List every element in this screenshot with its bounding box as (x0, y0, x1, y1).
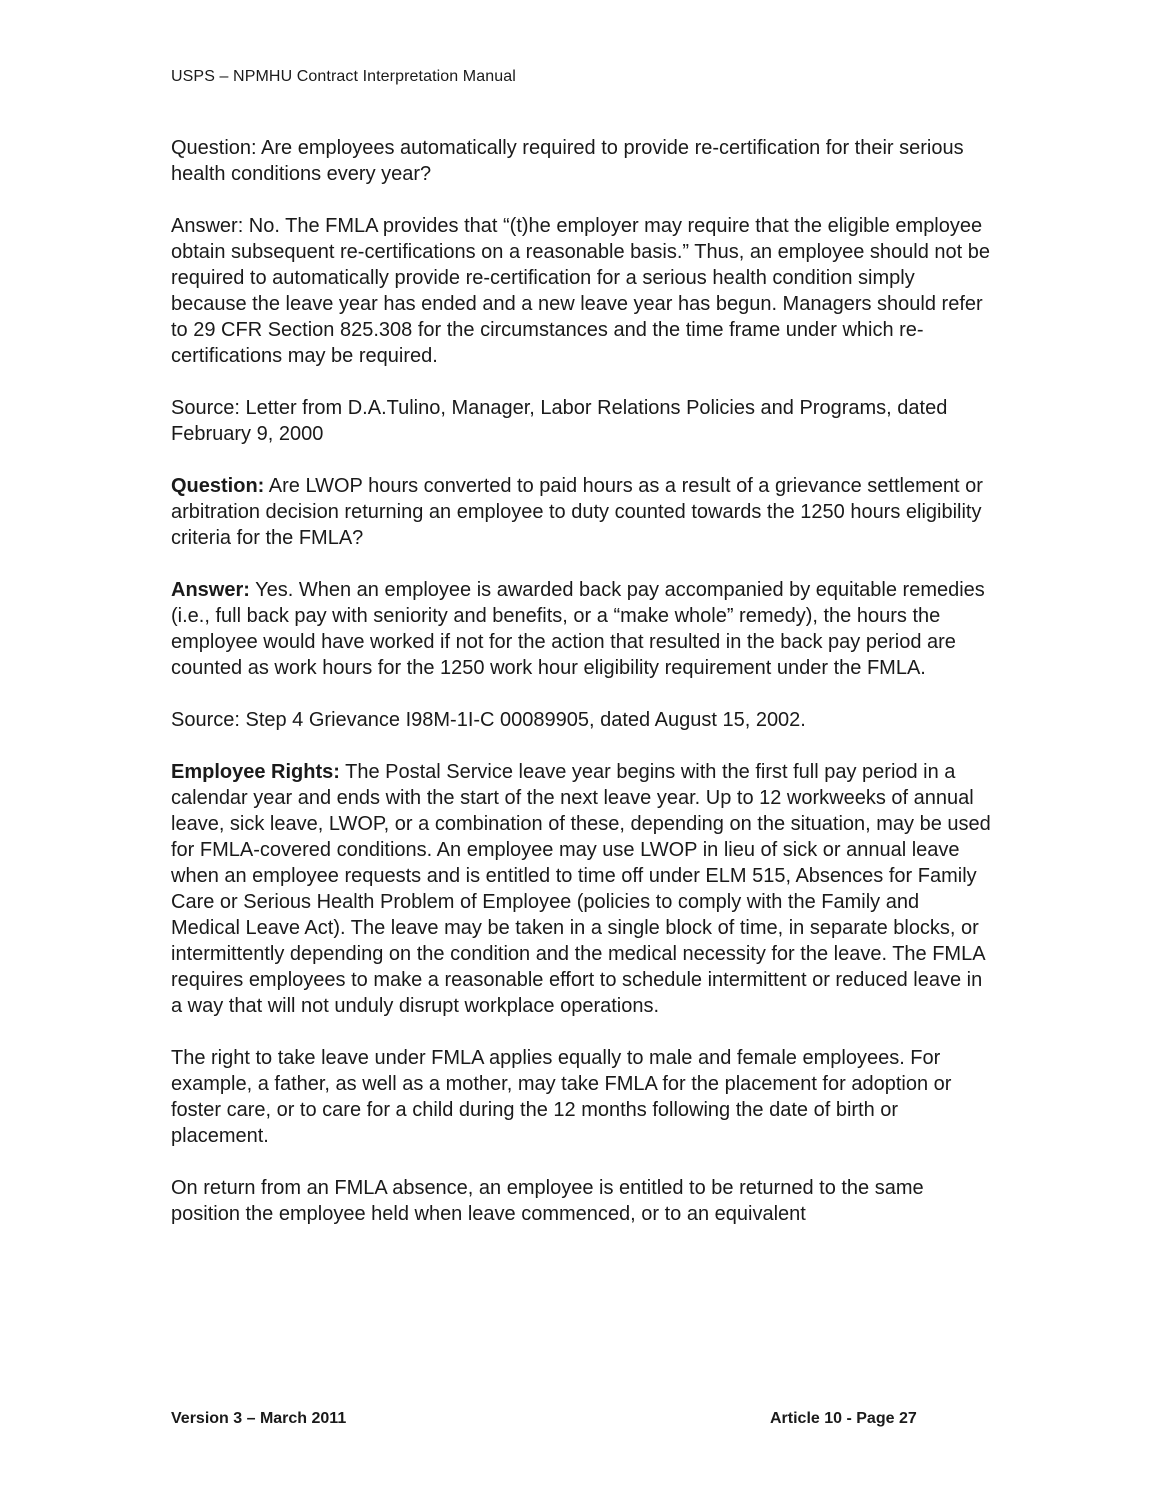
question-label: Question: (171, 475, 265, 497)
employee-rights (171, 759, 991, 1019)
document-header: USPS – NPMHU Contract Interpretation Manual (171, 68, 516, 85)
answer-text: Yes. When an employee is awarded back pay accompanied by equitable remedies (i.e., full back pay with seniority and benefits, or a “make whole” remedy), the hours the employee would have worked if not for the action that resulted in the back pay period are counted as work hours for the 1250 work hour eligibility requirement under the FMLA. (171, 579, 985, 679)
answer-lwop-hours (171, 577, 991, 681)
footer-page-number: Article 10 - Page 27 (770, 1410, 917, 1427)
source-tulino-letter: Source: Letter from D.A.Tulino, Manager, Labor Relations Policies and Programs, dated February 9, 2000 (171, 397, 948, 445)
source-step4-grievance: Source: Step 4 Grievance I98M-1I-C 00089905, dated August 15, 2002. (171, 709, 806, 731)
answer-label: Answer: (171, 579, 250, 601)
question-text: Are LWOP hours converted to paid hours as a result of a grievance settlement or arbitration decision returning an employee to duty counted towards the 1250 hours eligibility criteria for the FMLA? (171, 475, 983, 549)
answer-recertification: Answer: No. The FMLA provides that “(t)he employer may require that the eligible employee obtain subsequent re-certifications on a reasonable basis.” Thus, an employee should not be required to automatically provide re-certification for a serious health condition simply because the leave year has ended and a new leave year has begun. Managers should refer to 29 CFR Section 825.308 for the circumstances and the time frame under which re-certifications may be required. (171, 215, 991, 367)
document-body (171, 135, 991, 1253)
question-lwop-hours (171, 473, 991, 551)
employee-rights-text: The Postal Service leave year begins with the first full pay period in a calendar year and ends with the start of the next leave year. Up to 12 workweeks of annual leave, sick leave, LWOP, or a combination of these, depending on the situation, may be used for FMLA-covered conditions. An employee may use LWOP in lieu of sick or annual leave when an employee requests and is entitled to time off under ELM 515, Absences for Family Care or Serious Health Problem of Employee (policies to comply with the Family and Medical Leave Act). The leave may be taken in a single block of time, in separate blocks, or intermittently depending on the condition and the medical necessity for the leave. The FMLA requires employees to make a reasonable effort to schedule intermittent or reduced leave in a way that will not unduly disrupt workplace operations. (171, 761, 991, 1017)
right-to-take-leave: The right to take leave under FMLA applies equally to male and female employees. For example, a father, as well as a mother, may take FMLA for the placement for adoption or foster care, or to care for a child during the 12 months following the date of birth or placement. (171, 1047, 952, 1147)
employee-rights-label: Employee Rights: (171, 761, 340, 783)
footer-version: Version 3 – March 2011 (171, 1410, 347, 1427)
question-recertification: Question: Are employees automatically required to provide re-certification for their serious health conditions every year? (171, 137, 964, 185)
return-from-absence: On return from an FMLA absence, an employee is entitled to be returned to the same position the employee held when leave commenced, or to an equivalent (171, 1177, 924, 1225)
